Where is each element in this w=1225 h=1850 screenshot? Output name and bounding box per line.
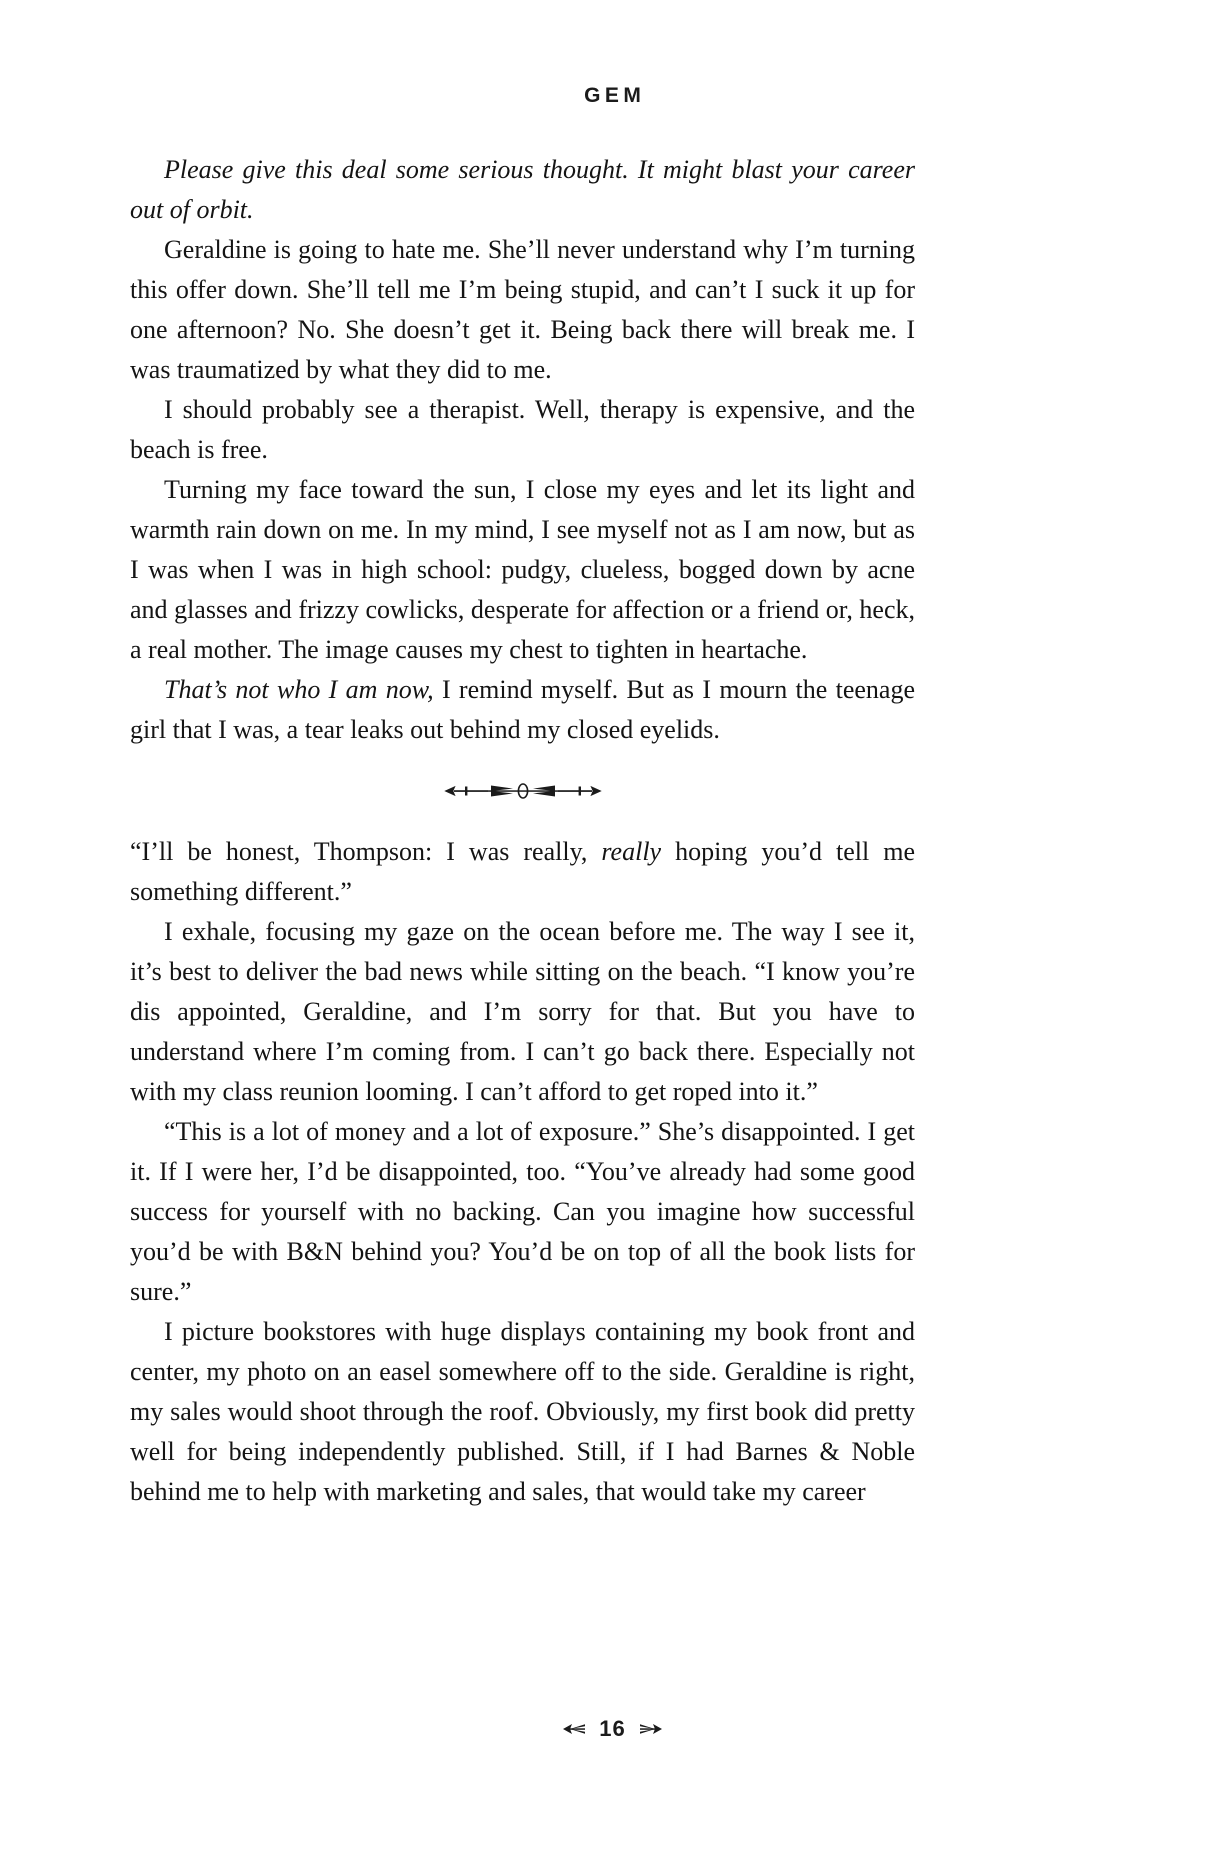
paragraph-italic-thought: Please give this deal some serious thought. It might blast your career out of orbit. xyxy=(130,155,915,224)
inline-italic-emphasis: really xyxy=(601,837,662,866)
right-flourish-icon xyxy=(638,1720,664,1738)
page-footer xyxy=(0,1718,1225,1740)
paragraph-text: I remind myself. But as I mourn the teenage girl that I was, a tear leaks out behind my closed eyelids. xyxy=(130,675,915,744)
page-number: 16 xyxy=(599,1716,626,1741)
scene-break-ornament xyxy=(130,750,915,832)
paragraph: Geraldine is going to hate me. She’ll never understand why I’m turning this offer down. She’ll tell me I’m being stupid, and can’t I suck it up for one afternoon? No. She doesn’t get it. Being back there will break me. I was traumatized by what they did to me. xyxy=(130,235,915,384)
paragraph-dialogue xyxy=(130,832,915,912)
paragraph: I should probably see a therapist. Well, therapy is expensive, and the beach is free. xyxy=(130,395,915,464)
inline-italic-thought: That’s not who I am now, xyxy=(164,675,434,704)
paragraph-text-before: “I’ll be honest, Thompson: I was really, xyxy=(130,837,602,866)
body-text-block xyxy=(130,150,915,1512)
paragraph: I exhale, focusing my gaze on the ocean before me. The way I see it, it’s best to deliver the bad news while sitting on the beach. “I know you’re dis appointed, Geraldine, and I’m sorry for that. But you have to understand where I’m coming from. I can’t go back there. Especially not with my class reunion looming. I can’t afford to get roped into it.” xyxy=(130,917,915,1106)
arrow-dingbat-icon xyxy=(443,780,603,802)
left-flourish-icon xyxy=(561,1720,587,1738)
running-head: GEM xyxy=(584,84,646,107)
paragraph xyxy=(130,670,915,750)
paragraph: I picture bookstores with huge displays containing my book front and center, my photo on an easel somewhere off to the side. Geraldine is right, my sales would shoot through the roof. Obviously, my first book did pretty well for being independently published. Still, if I had Barnes & Noble behind me to help with marketing and sales, that would take my career xyxy=(130,1317,915,1506)
paragraph: Turning my face toward the sun, I close my eyes and let its light and warmth rain down on me. In my mind, I see myself not as I am now, but as I was when I was in high school: pudgy, clueless, bogged down by acne and glasses and frizzy cowlicks, desperate for affection or a friend or, heck, a real mother. The image causes my chest to tighten in heartache. xyxy=(130,475,915,664)
paragraph: “This is a lot of money and a lot of exposure.” She’s disappointed. I get it. If I were her, I’d be disappointed, too. “You’ve already had some good success for yourself with no backing. Can you imagine how successful you’d be with B&N behind you? You’d be on top of all the book lists for sure.” xyxy=(130,1117,915,1306)
paragraph-text-after: hoping you’d tell me something different.” xyxy=(130,837,916,906)
